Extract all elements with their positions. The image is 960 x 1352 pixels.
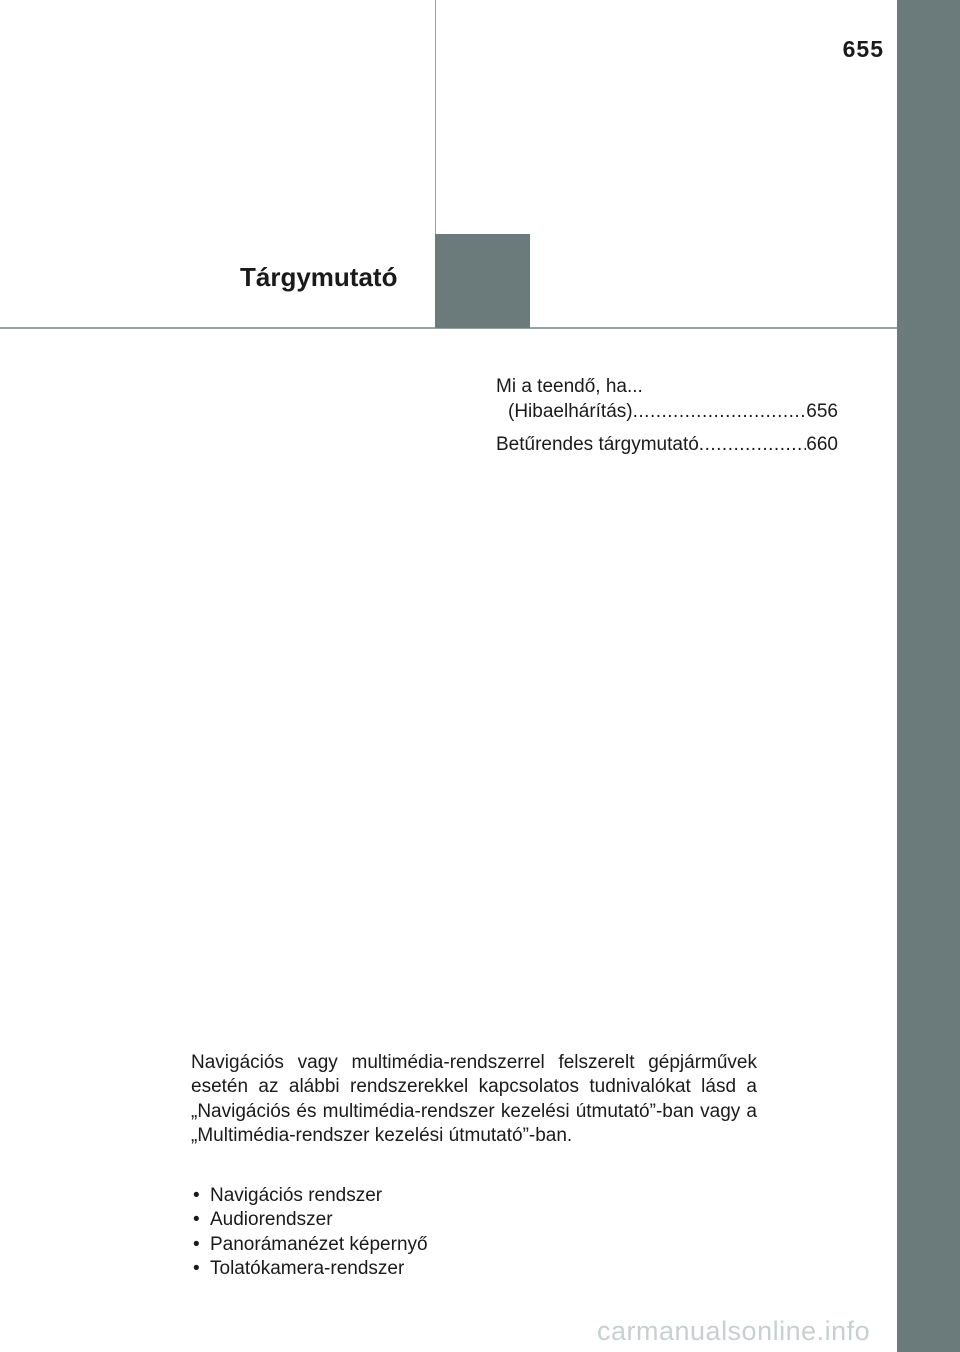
- toc-entry-page: 656: [806, 401, 838, 422]
- toc-entry-title: Mi a teendő, ha...: [496, 376, 643, 397]
- section-title: Tárgymutató: [240, 262, 398, 292]
- toc-entry-page: 660: [806, 434, 838, 455]
- toc-entry-subtitle: (Hibaelhárítás): [508, 401, 633, 422]
- toc-leader-dots: [633, 399, 807, 424]
- list-item: • Tolatókamera-rendszer: [191, 1257, 757, 1281]
- table-of-contents: [496, 374, 838, 457]
- page-number: 655: [842, 36, 884, 62]
- system-list: [191, 1184, 757, 1281]
- toc-entry-title: Betűrendes tárgymutató: [496, 434, 699, 455]
- toc-entry-troubleshooting[interactable]: [496, 374, 838, 399]
- side-thumb-tab: [897, 0, 960, 1352]
- toc-entry-alphabetical-index[interactable]: [496, 432, 838, 457]
- toc-leader-dots: [699, 432, 807, 457]
- section-marker-square: [435, 234, 530, 328]
- list-item: • Navigációs rendszer: [191, 1184, 757, 1208]
- toc-entry-subtitle-row[interactable]: [496, 399, 838, 424]
- vertical-rule: [435, 0, 436, 234]
- list-item: • Audiorendszer: [191, 1208, 757, 1232]
- navigation-note-paragraph: Navigációs vagy multimédia-rendszerrel felszerelt gépjárművek esetén az alábbi rendszerekkel kapcsolatos tudnivalókat lásd a „Navigációs és multimédia-rendszer kezelési útmutató”-ban vagy a „Multimédia-rendszer kezelési útmutató”-ban.: [191, 1052, 757, 1146]
- watermark: carmanualsonline.info: [597, 1316, 871, 1346]
- list-item: • Panorámanézet képernyő: [191, 1233, 757, 1257]
